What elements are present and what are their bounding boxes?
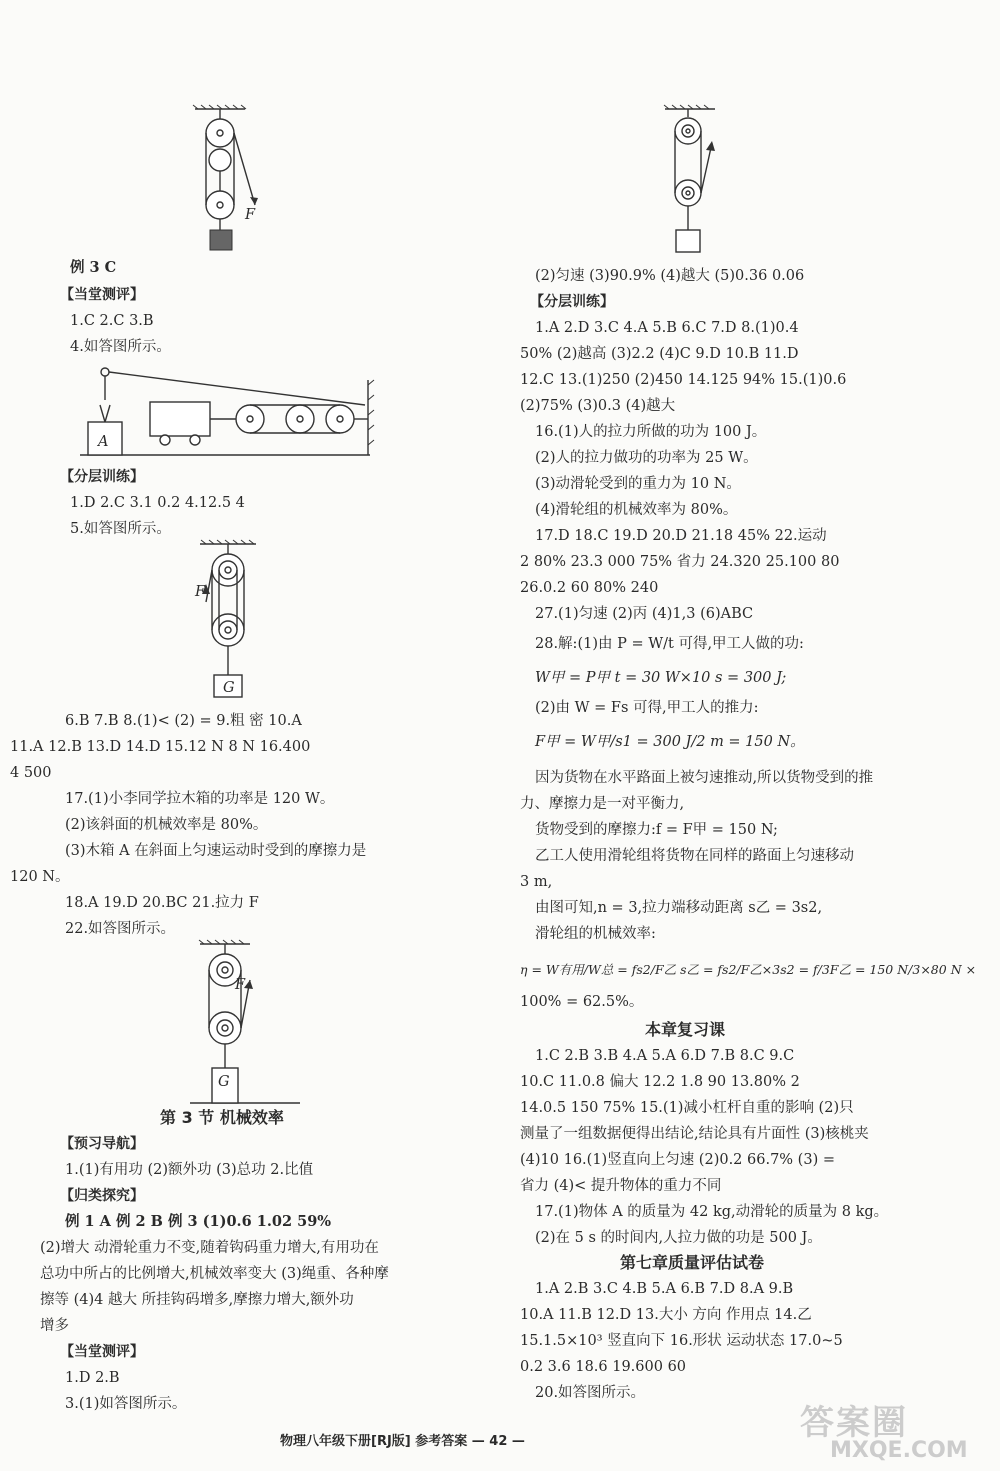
- answer-line: 省力 (4)< 提升物体的重力不同: [520, 1178, 722, 1194]
- answer-line: 因为货物在水平路面上被匀速推动,所以货物受到的推: [535, 770, 874, 786]
- answer-line: (4)滑轮组的机械效率为 80%。: [535, 502, 738, 518]
- fig2-block-label: A: [98, 434, 109, 450]
- answer-line: 擦等 (4)4 越大 所挂钩码增多,摩擦力增大,额外功: [40, 1292, 354, 1308]
- fig4-weight-label: G: [218, 1074, 230, 1090]
- section-title: 第 3 节 机械效率: [160, 1108, 284, 1127]
- heading-fenceng-xunlian: 【分层训练】: [60, 469, 144, 485]
- answer-line: (3)动滑轮受到的重力为 10 N。: [535, 476, 741, 492]
- page-footer: 物理八年级下册[RJ版] 参考答案 — 42 —: [280, 1434, 525, 1449]
- fig3-weight-label: G: [223, 680, 235, 696]
- answer-line: 1.A 2.D 3.C 4.A 5.B 6.C 7.D 8.(1)0.4: [535, 320, 799, 336]
- answer-line: 货物受到的摩擦力:f = F甲 = 150 N;: [535, 822, 778, 838]
- answer-line: 14.0.5 150 75% 15.(1)减小杠杆自重的影响 (2)只: [520, 1100, 854, 1116]
- answer-line: 由图可知,n = 3,拉力端移动距离 s乙 = 3s2,: [535, 900, 823, 916]
- answer-line: 10.A 11.B 12.D 13.大小 方向 作用点 14.乙: [520, 1307, 812, 1323]
- answer-line: 22.如答图所示。: [65, 921, 176, 937]
- answer-line: 1.D 2.B: [65, 1370, 120, 1386]
- answer-line: 0.2 3.6 18.6 19.600 60: [520, 1359, 687, 1375]
- heading-dangtang-ceping-2: 【当堂测评】: [60, 1344, 144, 1360]
- answer-line: 12.C 13.(1)250 (2)450 14.125 94% 15.(1)0.6: [520, 372, 847, 388]
- answer-line: (2)75% (3)0.3 (4)越大: [520, 398, 676, 414]
- answer-line: 1.C 2.C 3.B: [70, 313, 154, 329]
- answer-line: 16.(1)人的拉力所做的功为 100 J。: [535, 424, 767, 440]
- answer-line: 测量了一组数据便得出结论,结论具有片面性 (3)核桃夹: [520, 1126, 869, 1142]
- answer-line: 1.(1)有用功 (2)额外功 (3)总功 2.比值: [65, 1162, 314, 1178]
- answer-line: 1.A 2.B 3.C 4.B 5.A 6.B 7.D 8.A 9.B: [535, 1281, 794, 1297]
- answer-line: 27.(1)匀速 (2)丙 (4)1,3 (6)ABC: [535, 606, 754, 622]
- answer-line: 1.D 2.C 3.1 0.2 4.12.5 4: [70, 495, 245, 511]
- answer-line: 10.C 11.0.8 偏大 12.2 1.8 90 13.80% 2: [520, 1074, 800, 1090]
- heading-fenceng-xunlian-right: 【分层训练】: [530, 294, 614, 310]
- watermark-url: MXQE.COM: [830, 1438, 968, 1463]
- answer-line: (4)10 16.(1)竖直向上匀速 (2)0.2 66.7% (3) =: [520, 1152, 835, 1168]
- answer-line: F甲 = W甲/s1 = 300 J/2 m = 150 N。: [535, 734, 805, 750]
- fig1-force-label: F: [245, 207, 256, 223]
- answer-line: 20.如答图所示。: [535, 1385, 646, 1401]
- answer-line: 3 m,: [520, 874, 553, 890]
- answer-line: 力、摩擦力是一对平衡力,: [520, 796, 685, 812]
- answer-line: 100% = 62.5%。: [520, 994, 644, 1010]
- answer-line: 1.C 2.B 3.B 4.A 5.A 6.D 7.B 8.C 9.C: [535, 1048, 795, 1064]
- heading-guilei-tanjiu: 【归类探究】: [60, 1188, 144, 1204]
- answer-line: 5.如答图所示。: [70, 521, 171, 537]
- pulley-figure-2: [80, 360, 370, 460]
- answer-line: 例 1 A 例 2 B 例 3 (1)0.6 1.02 59%: [65, 1213, 332, 1230]
- pulley-figure-4: [190, 940, 300, 1105]
- answer-line: (2)增大 动滑轮重力不变,随着钩码重力增大,有用功在: [40, 1240, 379, 1256]
- answer-line: 50% (2)越高 (3)2.2 (4)C 9.D 10.B 11.D: [520, 346, 799, 362]
- answer-line: 总功中所占的比例增大,机械效率变大 (3)绳重、各种摩: [40, 1266, 389, 1282]
- answer-line: 滑轮组的机械效率:: [535, 926, 656, 942]
- fig3-force-label: F: [195, 584, 206, 600]
- answer-line: η = W有用/W总 = fs2/F乙 s乙 = fs2/F乙×3s2 = f/3F乙 = 150 N/3×80 N ×: [520, 962, 977, 977]
- answer-line: 26.0.2 60 80% 240: [520, 580, 659, 596]
- answer-line: 4 500: [10, 765, 52, 781]
- answer-line: 15.1.5×10³ 竖直向下 16.形状 运动状态 17.0~5: [520, 1333, 843, 1349]
- watermark-logo: 答案圈: [800, 1403, 908, 1443]
- pulley-figure-1: [190, 105, 280, 255]
- answer-line: 18.A 19.D 20.BC 21.拉力 F: [65, 895, 259, 911]
- fig4-force-label: F: [235, 977, 246, 993]
- pulley-figure-3: [200, 540, 280, 710]
- pulley-figure-5: [660, 105, 740, 255]
- answer-line: (2)由 W = Fs 可得,甲工人的推力:: [535, 700, 759, 716]
- review-title: 本章复习课: [645, 1020, 726, 1039]
- answer-line: 2 80% 23.3 000 75% 省力 24.320 25.100 80: [520, 554, 840, 570]
- example-3: 例 3 C: [70, 259, 117, 276]
- answer-line: (2)人的拉力做功的功率为 25 W。: [535, 450, 758, 466]
- answer-line: 28.解:(1)由 P = W/t 可得,甲工人做的功:: [535, 636, 804, 652]
- heading-dangtang-ceping: 【当堂测评】: [60, 287, 144, 303]
- answer-line: 17.(1)小李同学拉木箱的功率是 120 W。: [65, 791, 335, 807]
- answer-line: 120 N。: [10, 869, 70, 885]
- answer-line: 3.(1)如答图所示。: [65, 1396, 187, 1412]
- answer-line: 11.A 12.B 13.D 14.D 15.12 N 8 N 16.400: [10, 739, 311, 755]
- answer-line: 增多: [40, 1318, 69, 1334]
- answer-line: 17.D 18.C 19.D 20.D 21.18 45% 22.运动: [535, 528, 827, 544]
- answer-line: 4.如答图所示。: [70, 339, 171, 355]
- answer-line: 乙工人使用滑轮组将货物在同样的路面上匀速移动: [535, 848, 854, 864]
- test-title: 第七章质量评估试卷: [620, 1253, 765, 1272]
- answer-line: (2)在 5 s 的时间内,人拉力做的功是 500 J。: [535, 1230, 822, 1246]
- answer-line: (2)匀速 (3)90.9% (4)越大 (5)0.36 0.06: [535, 268, 805, 284]
- heading-yuxi-daohang: 【预习导航】: [60, 1136, 144, 1152]
- answer-line: (2)该斜面的机械效率是 80%。: [65, 817, 268, 833]
- answer-line: 6.B 7.B 8.(1)< (2) = 9.粗 密 10.A: [65, 713, 302, 729]
- answer-line: 17.(1)物体 A 的质量为 42 kg,动滑轮的质量为 8 kg。: [535, 1204, 889, 1220]
- answer-line: (3)木箱 A 在斜面上匀速运动时受到的摩擦力是: [65, 843, 367, 859]
- answer-line: W甲 = P甲 t = 30 W×10 s = 300 J;: [535, 670, 787, 686]
